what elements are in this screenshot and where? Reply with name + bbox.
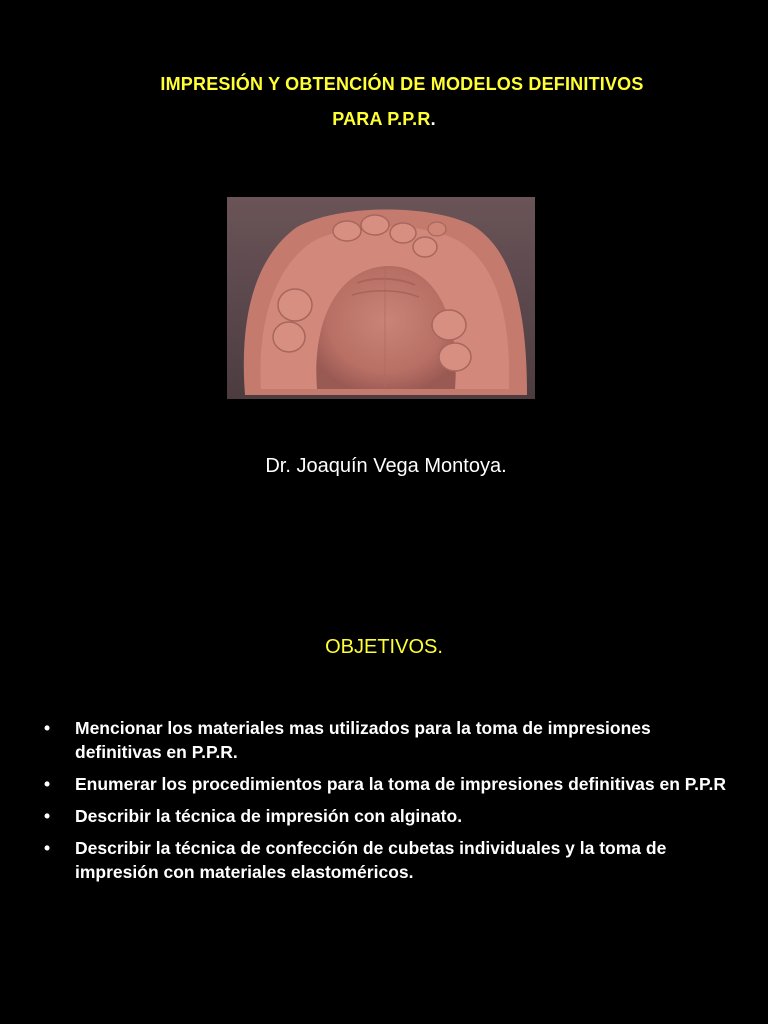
objectives-list — [0, 716, 768, 892]
list-item — [0, 836, 768, 884]
objective-text: Describir la técnica de impresión con alginato. — [75, 806, 463, 826]
title-text-2: PARA P.P.R — [332, 109, 431, 129]
bullet-icon: • — [44, 774, 51, 794]
objective-text: Describir la técnica de confección de cubetas individuales y la toma de impresión con materiales elastoméricos. — [75, 838, 667, 882]
objectives-heading — [0, 636, 768, 659]
dental-cast-photo — [227, 197, 535, 399]
slide-title-line-1 — [18, 74, 768, 95]
title-text-2-end: . — [430, 109, 436, 129]
bullet-icon: • — [44, 838, 51, 858]
objective-text: Mencionar los materiales mas utilizados para la toma de impresiones definitivas en P.P.R. — [75, 718, 651, 762]
objective-text: Enumerar los procedimientos para la toma de impresiones definitivas en P.P.R — [75, 774, 726, 794]
list-item — [0, 716, 768, 764]
objectives-heading-end: . — [437, 636, 443, 658]
author-name: Dr. Joaquín Vega Montoya. — [265, 455, 507, 477]
bullet-icon: • — [44, 806, 51, 826]
title-text-1: IMPRESIÓN Y OBTENCIÓN DE MODELOS DEFINITIVOS — [160, 74, 644, 94]
list-item — [0, 804, 768, 828]
slide-title-line-2 — [0, 109, 768, 130]
bullet-icon: • — [44, 718, 51, 738]
list-item — [0, 772, 768, 796]
objectives-heading-text: OBJETIVOS — [325, 636, 438, 658]
